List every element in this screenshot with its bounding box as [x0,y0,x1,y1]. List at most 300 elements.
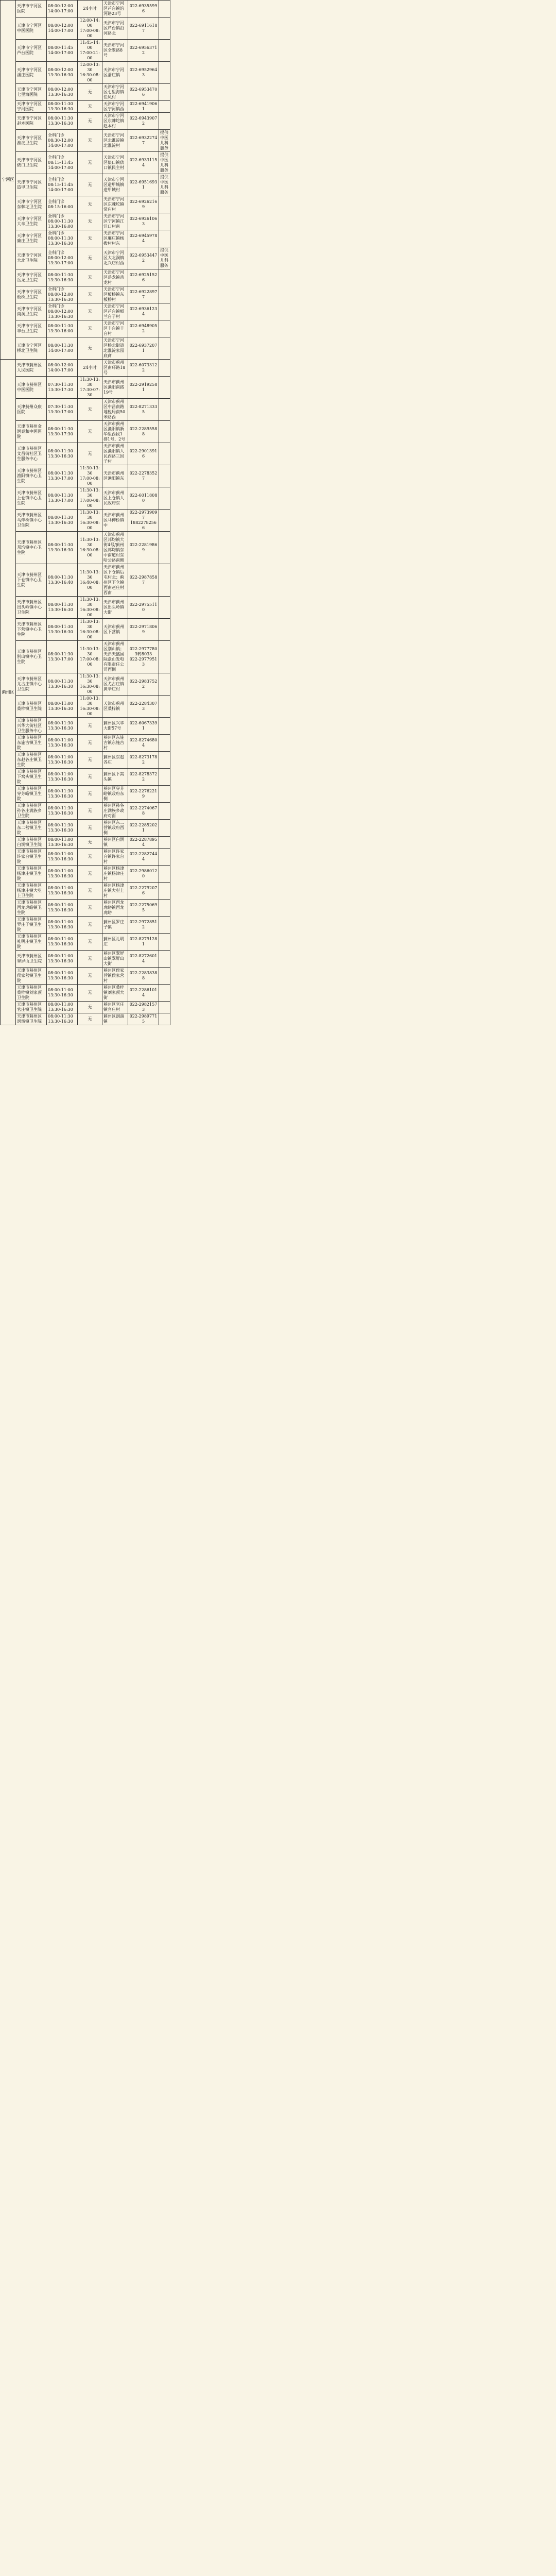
clinic-note [159,934,170,951]
clinic-name: 天津市蓟州区许家台镇卫生院 [16,849,47,866]
clinic-phone: 022-69516931 [128,174,159,196]
clinic-off-hours: 无 [78,1002,102,1013]
clinic-name: 天津市蓟州区杨津庄镇卫生院 [16,866,47,883]
clinic-off-hours: 11:30-13:30 16:30-08:00 [78,532,102,564]
clinic-hours: 08:00-11:00 13:30-16:30 [47,735,78,752]
clinic-off-hours: 无 [78,900,102,917]
clinic-address: 天津市蓟州区邦均镇大街4号/蓟州区邦均镇东中南道村东哈公路南侧 [102,532,128,564]
table-row [1,820,170,837]
clinic-note [159,597,170,619]
table-row [1,130,170,152]
clinic-off-hours: 无 [78,735,102,752]
clinic-address: 天津市宁河区桥北街道北淮淀家园底商 [102,337,128,360]
clinic-off-hours: 无 [78,269,102,286]
clinic-off-hours: 11:30-13:30 16:30-08:00 [78,619,102,641]
clinic-note: 提供中医儿科服务 [159,174,170,196]
clinic-phone: 022-22762219 [128,786,159,803]
clinic-off-hours: 24小时 [78,1,102,18]
clinic-phone: 022-82726014 [128,951,159,968]
clinic-note [159,510,170,532]
clinic-phone: 022-69261063 [128,213,159,230]
table-row [1,174,170,196]
clinic-note [159,866,170,883]
clinic-off-hours: 无 [78,917,102,934]
clinic-name: 天津市蓟州区下窝头镇卫生院 [16,769,47,786]
clinic-off-hours: 无 [78,101,102,113]
clinic-name: 天津市蓟州区下营镇中心卫生院 [16,619,47,641]
clinic-name: 天津市宁河区七里海医院 [16,84,47,101]
clinic-off-hours: 11:30-13:30 16:30-08:00 [78,597,102,619]
clinic-off-hours: 11:30-13:30 17:00-08:00 [78,641,102,673]
table-row [1,803,170,820]
clinic-name: 天津市宁河区丰台卫生院 [16,320,47,337]
clinic-hours: 08:00-11:30 13:30-16:30 [47,820,78,837]
clinic-hours: 08:00-11:30 13:30-17:30 [47,421,78,443]
clinic-note [159,487,170,510]
table-row [1,696,170,718]
clinic-off-hours: 无 [78,883,102,900]
clinic-phone: 022-60673391 [128,718,159,735]
clinic-phone: 022-69563712 [128,40,159,62]
clinic-name: 天津市蓟州区翠屏山卫生院 [16,951,47,968]
table-row [1,113,170,130]
clinic-address: 天津市宁河区丰台镇丰台村 [102,320,128,337]
table-row [1,213,170,230]
clinic-address: 天津市蓟州区渔阳镇东 [102,465,128,487]
clinic-hours: 08:00-11:30 13:30-17:00 [47,465,78,487]
clinic-off-hours: 无 [78,752,102,769]
clinic-hours: 全科门诊 08:00-11:30 13:30-16:30 [47,230,78,247]
clinic-name: 天津市蓟州区礼明庄镇卫生院 [16,934,47,951]
table-row [1,421,170,443]
clinic-phone: 022-69331154 [128,152,159,174]
clinic-address: 天津市宁河区俵口镇俵口镇民主村 [102,152,128,174]
clinic-note [159,532,170,564]
clinic-address: 天津市宁河区芦台镇板兰台子村 [102,303,128,320]
clinic-off-hours: 11:30-13:30 16:40-08:00 [78,564,102,597]
clinic-phone: 022-29013916 [128,443,159,465]
clinic-hours: 08:00-11:30 13:30-16:30 [47,803,78,820]
clinic-note [159,718,170,735]
clinic-name: 天津市蓟州区侯家营镇卫生院 [16,968,47,985]
table-row [1,951,170,968]
clinic-name: 天津市蓟州金润泰和中医医院 [16,421,47,443]
clinic-name: 天津市蓟州区桑梓镇卫生院 [16,696,47,718]
clinic-phone: 022-29739097 18822782566 [128,510,159,532]
table-row [1,837,170,849]
clinic-phone: 022-29837522 [128,673,159,696]
clinic-address: 天津市蓟州区南环路18号 [102,360,128,377]
clinic-name: 天津市蓟州区出头岭镇中心卫生院 [16,597,47,619]
table-row [1,247,170,269]
clinic-phone: 022-29878587 [128,564,159,597]
clinic-note [159,421,170,443]
table-row [1,735,170,752]
table-row [1,337,170,360]
clinic-off-hours: 24小时 [78,360,102,377]
clinic-name: 天津市蓟州区西龙虎峪镇卫生院 [16,900,47,917]
clinic-phone: 022-29821573 [128,1002,159,1013]
clinic-name: 天津市宁河区潘庄医院 [16,62,47,84]
table-row [1,883,170,900]
clinic-hours: 08:00-11:00 13:30-16:30 [47,752,78,769]
clinic-note [159,951,170,968]
clinic-note [159,84,170,101]
clinic-name: 天津市蓟州区桑梓镇刘家顶卫生院 [16,985,47,1002]
table-row [1,84,170,101]
table-row [1,269,170,286]
clinic-off-hours: 11:45-14:00 17:00-21:00 [78,40,102,62]
clinic-off-hours: 无 [78,113,102,130]
clinic-note [159,641,170,673]
clinic-address: 天津市宁河区宁河镇江洼口村南 [102,213,128,230]
table-row [1,487,170,510]
clinic-address: 蓟州区东赵各庄 [102,752,128,769]
clinic-hours: 08:00-11:30 13:30-16:30 [47,718,78,735]
clinic-off-hours: 无 [78,152,102,174]
clinic-hours: 08:00-11:30 13:30-17:00 [47,487,78,510]
clinic-address: 天津市蓟州区桑梓镇 [102,696,128,718]
clinic-phone: 022-22740678 [128,803,159,820]
clinic-table [0,0,170,1025]
clinic-note [159,196,170,213]
clinic-hours: 全科门诊 08:15-16:00 [47,196,78,213]
clinic-off-hours: 无 [78,196,102,213]
clinic-phone: 022-82783722 [128,769,159,786]
clinic-phone: 022-69419061 [128,101,159,113]
clinic-hours: 08:00-11:30 13:30-16:30 [47,510,78,532]
clinic-phone: 022-22819869 [128,532,159,564]
clinic-phone: 022-29192581 [128,377,159,399]
clinic-off-hours: 无 [78,985,102,1002]
clinic-off-hours: 12:00-14:00 17:00-08:00 [78,18,102,40]
clinic-note [159,968,170,985]
clinic-address: 蓟州区杨津庄镇大堼上村 [102,883,128,900]
clinic-address: 蓟州区东二营镇政府西侧 [102,820,128,837]
clinic-hours: 08:00-11:00 13:30-16:30 [47,849,78,866]
clinic-name: 天津市蓟州区中医医院 [16,377,47,399]
clinic-phone: 022-69529643 [128,62,159,84]
clinic-phone: 022-82713335 [128,399,159,421]
table-row [1,1,170,18]
clinic-off-hours: 无 [78,247,102,269]
clinic-phone: 022-29728512 [128,917,159,934]
clinic-off-hours: 无 [78,968,102,985]
table-row [1,196,170,213]
clinic-off-hours: 无 [78,718,102,735]
clinic-address: 天津市蓟州区中昌南路地税局南50米路西 [102,399,128,421]
table-row [1,564,170,597]
clinic-phone: 022-82731782 [128,752,159,769]
clinic-hours: 全科门诊 08:30-12:00 14:00-17:00 [47,130,78,152]
table-row [1,866,170,883]
clinic-note: 提供中医儿科服务 [159,130,170,152]
clinic-name: 天津市蓟州区罗庄子镇卫生院 [16,917,47,934]
clinic-off-hours: 无 [78,230,102,247]
clinic-name: 天津市蓟州区东赵各庄镇卫生院 [16,752,47,769]
clinic-hours: 08:00-11:45 14:00-17:00 [47,40,78,62]
clinic-hours: 08:00-11:30 13:30-16:30 [47,597,78,619]
district-name: 宁河区 [1,1,16,360]
clinic-hours: 08:00-12:00 14:00-17:00 [47,1,78,18]
clinic-note [159,320,170,337]
clinic-off-hours: 无 [78,130,102,152]
clinic-address: 天津市蓟州区上仓镇人民政府东 [102,487,128,510]
clinic-note [159,849,170,866]
clinic-address: 天津市宁河区潘庄镇 [102,62,128,84]
table-row [1,101,170,113]
table-row [1,934,170,951]
table-row [1,510,170,532]
clinic-hours: 08:00-12:00 13:30-16:30 [47,62,78,84]
clinic-address: 天津市宁河区北淮淀镇北淮淀村 [102,130,128,152]
clinic-note [159,917,170,934]
table-row [1,619,170,641]
clinic-note [159,443,170,465]
table-row [1,18,170,40]
clinic-phone: 022-29777803转8033 022-29779513 [128,641,159,673]
table-row [1,900,170,917]
table-row [1,230,170,247]
clinic-off-hours: 无 [78,320,102,337]
clinic-address: 蓟州区白涧镇 [102,837,128,849]
clinic-phone: 022-69439072 [128,113,159,130]
clinic-off-hours: 11:30-13:30 16:30-08:00 [78,673,102,696]
clinic-phone: 022-69322747 [128,130,159,152]
clinic-name: 天津市宁河区芦台医院 [16,40,47,62]
clinic-phone: 022-22852021 [128,820,159,837]
clinic-phone: 022-69372071 [128,337,159,360]
clinic-off-hours: 无 [78,866,102,883]
clinic-address: 蓟州区穿芳峪镇政府东侧 [102,786,128,803]
clinic-name: 天津市蓟州区洇溜镇卫生院 [16,1013,47,1025]
clinic-hours: 08:00-11:00 13:30-16:30 [47,883,78,900]
clinic-name: 天津市蓟州区东施古镇卫生院 [16,735,47,752]
clinic-note [159,399,170,421]
clinic-address: 天津市宁河区七里海镇任凤村 [102,84,128,101]
clinic-note: 提供中医儿科服务 [159,152,170,174]
clinic-off-hours: 无 [78,786,102,803]
clinic-name: 天津市宁河区板桥卫生院 [16,286,47,303]
clinic-hours: 08:00-11:30 13:30-16:40 [47,564,78,597]
clinic-name: 天津市宁河区淮淀卫生院 [16,130,47,152]
clinic-name: 天津市宁河区岳龙卫生院 [16,269,47,286]
clinic-hours: 08:00-11:30 13:30-16:30 [47,101,78,113]
clinic-name: 天津市蓟州区下仓镇中心卫生院 [16,564,47,597]
clinic-hours: 08:00-11:00 13:30-16:30 [47,917,78,934]
clinic-phone: 022-22843073 [128,696,159,718]
table-row [1,968,170,985]
clinic-hours: 08:00-11:00 13:30-16:30 [47,951,78,968]
clinic-name: 天津市宁河区宁河医院 [16,101,47,113]
clinic-phone: 022-22878954 [128,837,159,849]
clinic-note [159,900,170,917]
clinic-name: 天津市蓟州区杨津庄镇大堼上卫生院 [16,883,47,900]
clinic-note [159,820,170,837]
clinic-hours: 07:30-11:30 13:30-17:00 [47,399,78,421]
clinic-note [159,377,170,399]
table-row [1,752,170,769]
clinic-hours: 全科门诊 08:00-12:00 13:30-16:30 [47,303,78,320]
clinic-address: 天津市宁河区板桥镇东板桥村 [102,286,128,303]
clinic-off-hours: 无 [78,443,102,465]
clinic-off-hours: 无 [78,286,102,303]
clinic-name: 天津市宁河区东棘坨卫生院 [16,196,47,213]
clinic-note [159,269,170,286]
table-row [1,597,170,619]
clinic-phone: 022-69534706 [128,84,159,101]
clinic-note [159,619,170,641]
clinic-address: 天津市宁河区芦台镇沿河路23号 [102,1,128,18]
clinic-hours: 08:00-11:30 13:30-16:30 [47,786,78,803]
clinic-note [159,564,170,597]
clinic-phone: 022-22792076 [128,883,159,900]
clinic-off-hours: 12:00-13:30 16:30-08:00 [78,62,102,84]
clinic-off-hours: 11:00-13:30 16:30-08:00 [78,696,102,718]
clinic-name: 天津市蓟州区马伸桥镇中心卫生院 [16,510,47,532]
clinic-hours: 08:00-11:00 13:30-16:30 [47,900,78,917]
clinic-name: 天津市蓟州区穿芳峪镇卫生院 [16,786,47,803]
clinic-address: 天津市蓟州区渔阳南路19号 [102,377,128,399]
clinic-note [159,303,170,320]
clinic-off-hours: 11:30-13:30 16:30-08:00 [78,510,102,532]
clinic-note [159,465,170,487]
clinic-note [159,1013,170,1025]
clinic-hours: 08:00-11:00 13:30-16:30 [47,837,78,849]
clinic-note [159,1002,170,1013]
clinic-name: 天津市蓟州区邦均镇中心卫生院 [16,532,47,564]
clinic-address: 天津市蓟州区尤古庄镇黄辛庄村 [102,673,128,696]
clinic-phone: 022-60118080 [128,487,159,510]
table-row [1,443,170,465]
clinic-hours: 08:00-11:00 13:30-16:30 [47,934,78,951]
clinic-phone: 022-82746804 [128,735,159,752]
clinic-note [159,752,170,769]
clinic-hours: 08:00-11:00 13:30-16:30 [47,985,78,1002]
clinic-address: 天津市宁河区芦台镇沿河路北 [102,18,128,40]
clinic-phone: 022-69534472 [128,247,159,269]
clinic-name: 天津市宁河区赵本医院 [16,113,47,130]
clinic-address: 天津市蓟州区别山镇；天津天盛国际盘山发电有限责任公司西侧 [102,641,128,673]
clinic-name: 天津市宁河区廉庄卫生院 [16,230,47,247]
clinic-name: 天津市蓟州区别山镇中心卫生院 [16,641,47,673]
clinic-note [159,40,170,62]
table-row [1,718,170,735]
clinic-hours: 08:00-12:00 14:00-17:00 [47,360,78,377]
table-row [1,1002,170,1013]
clinic-address: 蓟州区东施古镇东施古村 [102,735,128,752]
clinic-name: 天津市蓟州区人民医院 [16,360,47,377]
clinic-address: 天津市蓟州区渔阳镇人民西路三因子村 [102,443,128,465]
clinic-address: 天津市蓟州区马伸桥镇中 [102,510,128,532]
table-row [1,377,170,399]
clinic-off-hours: 无 [78,1013,102,1025]
clinic-address: 蓟州区杨津庄镇杨津庄村 [102,866,128,883]
clinic-phone: 022-69116187 [128,18,159,40]
table-row [1,641,170,673]
table-row [1,917,170,934]
clinic-hours: 08:00-11:30 13:30-16:30 [47,113,78,130]
clinic-hours: 08:00-11:00 13:30-16:30 [47,866,78,883]
clinic-address: 天津市蓟州区渔阳镇新华里西段1排1号、2号 [102,421,128,443]
clinic-off-hours: 无 [78,934,102,951]
clinic-name: 天津市宁河区大辛卫生院 [16,213,47,230]
clinic-address: 蓟州区许家台镇许家台村 [102,849,128,866]
clinic-hours: 全科门诊 08:15-11:45 14:00-17:00 [47,174,78,196]
clinic-phone: 022-22827444 [128,849,159,866]
clinic-note [159,62,170,84]
table-row [1,849,170,866]
clinic-address: 天津市宁河区岳龙镇岳龙村 [102,269,128,286]
clinic-name: 天津市宁河区俵口卫生院 [16,152,47,174]
clinic-note [159,786,170,803]
clinic-note [159,101,170,113]
clinic-phone: 022-69262169 [128,196,159,213]
table-row [1,399,170,421]
clinic-phone: 022-29718069 [128,619,159,641]
clinic-phone: 022-69489052 [128,320,159,337]
clinic-address: 蓟州区侯家营镇侯家营村 [102,968,128,985]
clinic-phone: 022-69251526 [128,269,159,286]
clinic-address: 蓟州区礼明庄 [102,934,128,951]
clinic-off-hours: 无 [78,399,102,421]
clinic-address: 蓟州区下窝头镇 [102,769,128,786]
clinic-note [159,985,170,1002]
clinic-note [159,230,170,247]
table-row [1,303,170,320]
clinic-note [159,769,170,786]
table-row [1,532,170,564]
clinic-phone: 022-22750695 [128,900,159,917]
clinic-address: 蓟州区桑梓镇刘家顶大街 [102,985,128,1002]
clinic-address: 天津市宁河区宁河镇西 [102,101,128,113]
clinic-note: 提供中医儿科服务 [159,247,170,269]
clinic-off-hours: 无 [78,849,102,866]
table-row [1,786,170,803]
clinic-name: 天津蓟州众康医院 [16,399,47,421]
clinic-note [159,837,170,849]
clinic-note [159,337,170,360]
clinic-address: 天津市宁河区廉庄镇杨拨村村东 [102,230,128,247]
clinic-name: 天津市蓟州区兴华大街社区卫生服务中心 [16,718,47,735]
clinic-phone: 022-29897715 [128,1013,159,1025]
clinic-address: 天津市蓟州区下仓镇后屯村北；蓟州区下仓镇西南赵庄村西南 [102,564,128,597]
clinic-hours: 08:00-11:30 13:30-16:30 [47,619,78,641]
clinic-name: 天津市蓟州区东二营镇卫生院 [16,820,47,837]
table-row [1,1013,170,1025]
table-row [1,320,170,337]
clinic-off-hours: 无 [78,174,102,196]
clinic-name: 天津市宁河区医院 [16,1,47,18]
clinic-name: 天津市蓟州区官庄镇卫生院 [16,1002,47,1013]
clinic-name: 天津市宁河区桥北卫生院 [16,337,47,360]
clinic-name: 天津市蓟州区白涧镇卫生院 [16,837,47,849]
clinic-hours: 08:00-11:30 13:30-16:30 [47,269,78,286]
table-row [1,985,170,1002]
clinic-phone: 022-22895588 [128,421,159,443]
clinic-hours: 08:00-12:00 13:30-16:30 [47,84,78,101]
clinic-address: 蓟州区西龙虎峪镇西龙虎峪 [102,900,128,917]
clinic-address: 蓟州区洇溜镇 [102,1013,128,1025]
clinic-hours: 全科门诊 08:00-11:30 13:30-16:00 [47,213,78,230]
clinic-hours: 08:00-11:30 13:30-16:30 [47,673,78,696]
clinic-note [159,18,170,40]
clinic-phone: 022-69228977 [128,286,159,303]
clinic-hours: 全科门诊 08:15-11:45 14:00-17:00 [47,152,78,174]
clinic-address: 天津市宁河区造甲城镇造甲城村 [102,174,128,196]
clinic-phone: 022-29860120 [128,866,159,883]
clinic-address: 天津市宁河区东棘坨镇常店村 [102,196,128,213]
